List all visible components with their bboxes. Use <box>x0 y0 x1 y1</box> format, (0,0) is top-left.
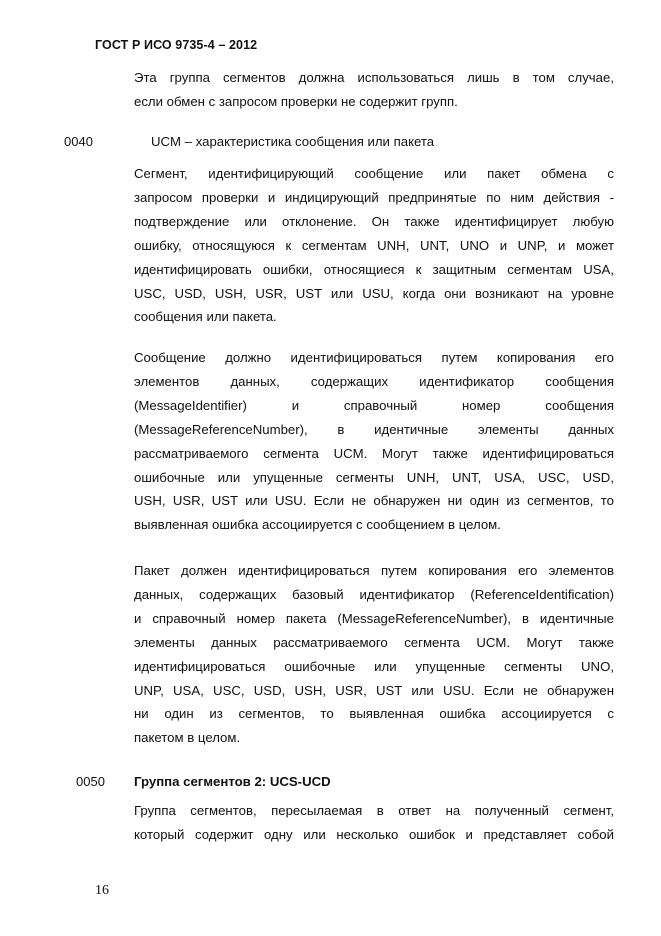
clause-title-0050: Группа сегментов 2: UCS-UCD <box>134 774 331 789</box>
text-line: сообщения или пакета. <box>134 309 277 325</box>
text-line: (MessageReferenceNumber), в идентичные элементы данных <box>134 421 614 437</box>
text-line: элементы данных рассматриваемого сегмента UCM. Могут также <box>134 634 614 650</box>
text-line: Сообщение должно идентифицироваться путем копирования его <box>134 350 614 365</box>
text-line: Сегмент, идентифицирующий сообщение или пакет обмена с <box>134 166 614 181</box>
text-line: выявленная ошибка ассоциируется с сообщением в целом. <box>134 517 501 533</box>
text-line: USH, USR, UST или USU. Если не обнаружен ни один из сегментов, то <box>134 493 614 509</box>
text-line: ни один из сегментов, то выявленная ошибка ассоциируется с <box>134 706 614 722</box>
text-line: пакетом в целом. <box>134 730 241 746</box>
text-line: рассматриваемого сегмента UCM. Могут также идентифицироваться <box>134 445 614 461</box>
ucm-paragraph-2 <box>134 346 614 537</box>
text-line: идентифицировать ошибки, относящиеся к защитным сегментам USA, <box>134 261 614 277</box>
ucm-paragraph-3 <box>134 559 614 750</box>
text-line: (MessageIdentifier) и справочный номер сообщения <box>134 397 614 413</box>
text-line: который содержит одну или несколько ошибок и представляет собой <box>134 826 614 842</box>
text-line: запросом проверки и индицирующий предпринятые по ним действия - <box>134 189 614 205</box>
text-line: и справочный номер пакета (MessageReferenceNumber), в идентичные <box>134 610 614 626</box>
text-line: USC, USD, USH, USR, UST или USU, когда они возникают на уровне <box>134 285 614 301</box>
text-line: Эта группа сегментов должна использоваться лишь в том случае, <box>134 70 614 85</box>
clause-title-0040: UCM – характеристика сообщения или пакета <box>151 134 435 149</box>
text-line: подтверждение или отклонение. Он также идентифицирует любую <box>134 213 614 229</box>
segment-group-paragraph <box>134 799 614 847</box>
text-line: ошибку, относящуюся к сегментам UNH, UNT, UNO и UNP, и может <box>134 237 614 253</box>
text-line: UNP, USA, USC, USD, USH, USR, UST или USU. Если не обнаружен <box>134 682 614 698</box>
text-line: Группа сегментов, пересылаемая в ответ на полученный сегмент, <box>134 803 614 818</box>
clause-number-0040: 0040 <box>64 134 93 149</box>
text-line: данных, содержащих базовый идентификатор (ReferenceIdentification) <box>134 586 614 602</box>
text-line: если обмен с запросом проверки не содержит групп. <box>134 93 458 109</box>
page-number: 16 <box>95 883 109 898</box>
ucm-paragraph-1 <box>134 162 614 329</box>
page-header: ГОСТ Р ИСО 9735-4 – 2012 <box>95 38 258 52</box>
text-line: Пакет должен идентифицироваться путем копирования его элементов <box>134 563 614 578</box>
clause-number-0050: 0050 <box>76 774 105 789</box>
intro-paragraph <box>134 66 614 114</box>
text-line: ошибочные или упущенные сегменты UNH, UNT, USA, USC, USD, <box>134 469 614 485</box>
text-line: элементов данных, содержащих идентификатор сообщения <box>134 373 614 389</box>
text-line: идентифицироваться ошибочные или упущенные сегменты UNO, <box>134 658 614 674</box>
